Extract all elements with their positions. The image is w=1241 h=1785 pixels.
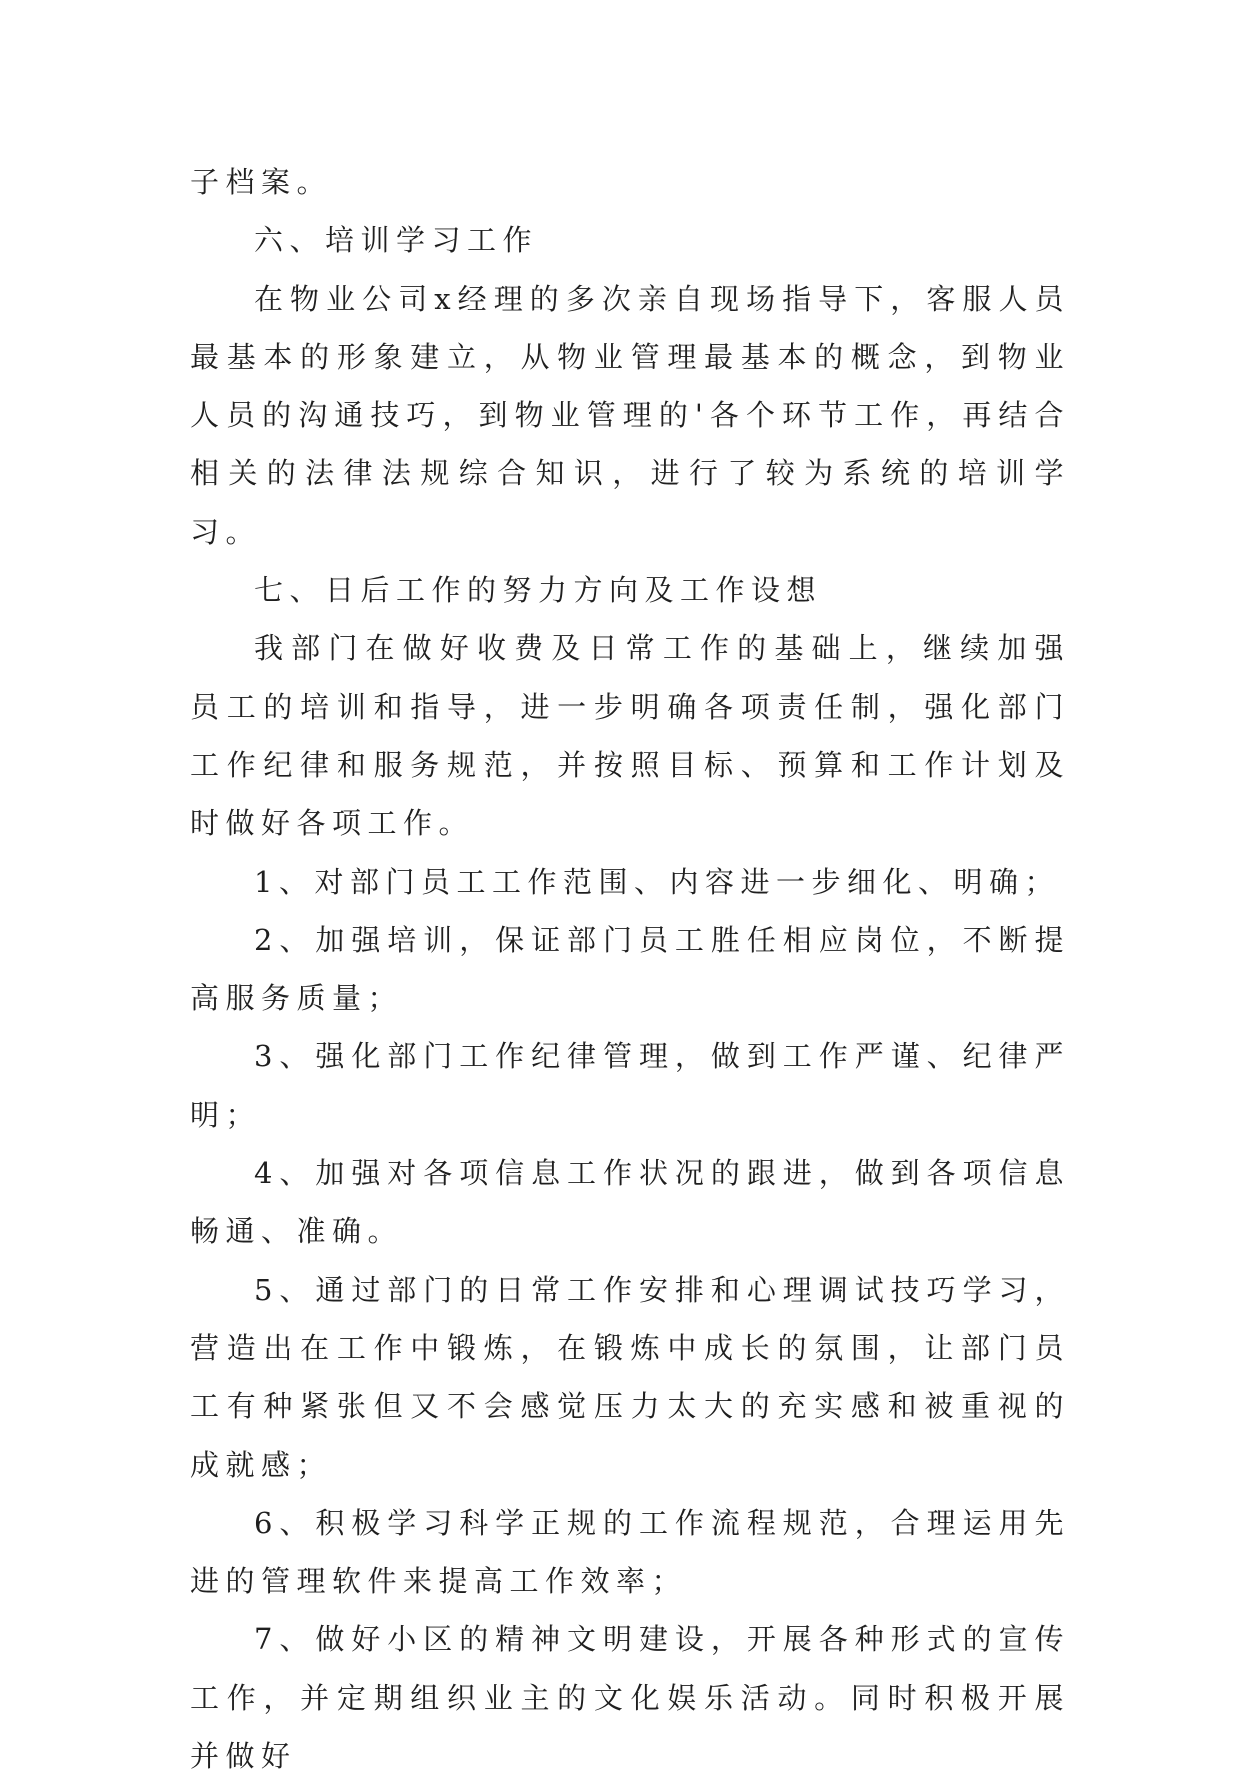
- list-item-4: 4、加强对各项信息工作状况的跟进，做到各项信息畅通、准确。: [190, 1156, 1070, 1249]
- paragraph-continuation: 子档案。: [190, 165, 333, 199]
- document-body: [190, 153, 1070, 1785]
- list-item-5: 5、通过部门的日常工作安排和心理调试技巧学习，营造出在工作中锻炼，在锻炼中成长的氛围，让部门员工有种紧张但又不会感觉压力太大的充实感和被重视的成就感；: [190, 1272, 1070, 1482]
- list-item-1: 1、对部门员工工作范围、内容进一步细化、明确；: [254, 864, 1060, 899]
- section-heading-future-work: 七、日后工作的努力方向及工作设想: [254, 573, 823, 608]
- list-item-6: 6、积极学习科学正规的工作流程规范，合理运用先进的管理软件来提高工作效率；: [190, 1505, 1070, 1599]
- list-item-2: 2、加强培训，保证部门员工胜任相应岗位，不断提高服务质量；: [190, 922, 1070, 1016]
- list-item-7: 7、做好小区的精神文明建设，开展各种形式的宣传工作，并定期组织业主的文化娱乐活动。同时积极开展并做好: [190, 1622, 1070, 1774]
- section-heading-training: 六、培训学习工作: [254, 223, 539, 258]
- list-item-3: 3、强化部门工作纪律管理，做到工作严谨、纪律严明；: [190, 1039, 1070, 1132]
- paragraph-training: 在物业公司x经理的多次亲自现场指导下，客服人员最基本的形象建立，从物业管理最基本的概念，到物业人员的沟通技巧，到物业管理的'各个环节工作，再结合相关的法律法规综合知识，进行了较为系统的培训学习。: [190, 281, 1070, 549]
- paragraph-future-work: 我部门在做好收费及日常工作的基础上，继续加强员工的培训和指导，进一步明确各项责任制，强化部门工作纪律和服务规范，并按照目标、预算和工作计划及时做好各项工作。: [190, 631, 1070, 841]
